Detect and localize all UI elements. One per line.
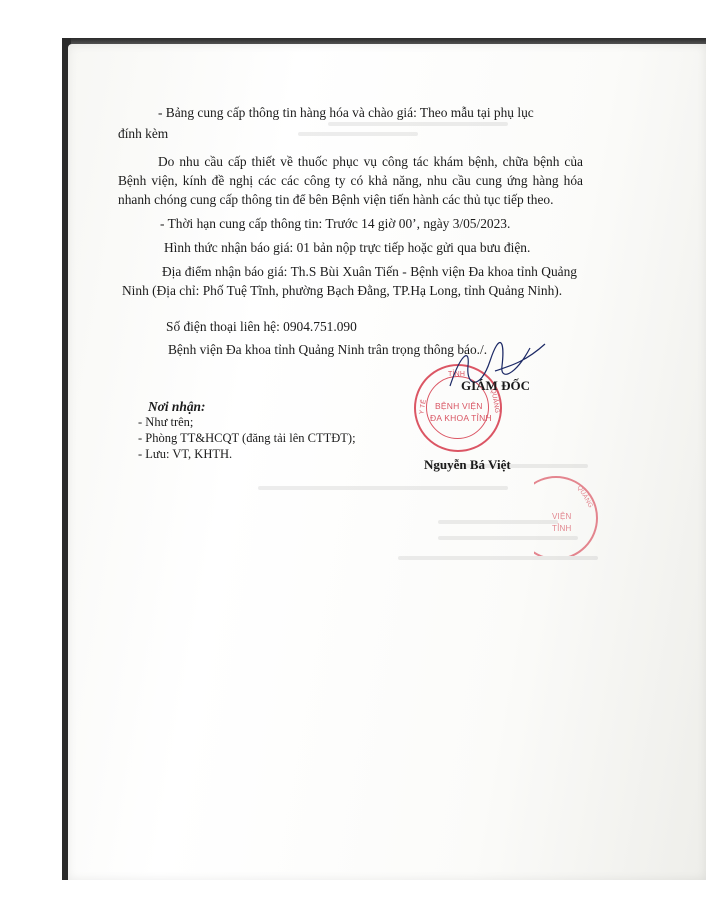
stamp-line-1: BỆNH VIỆN bbox=[435, 401, 483, 411]
bleed-stamp-clip bbox=[534, 476, 606, 556]
recipient-item: - Phòng TT&HCQT (đăng tải lên CTTĐT); bbox=[138, 431, 356, 445]
recipient-item: - Lưu: VT, KHTH. bbox=[138, 447, 233, 461]
deadline-line: - Thời hạn cung cấp thông tin: Trước 14 giờ 00’, ngày 3/05/2023. bbox=[160, 216, 511, 231]
recipients-heading: Nơi nhận: bbox=[148, 399, 206, 414]
submission-form-line: Hình thức nhận báo giá: 01 bản nộp trực tiếp hoặc gửi qua bưu điện. bbox=[164, 240, 531, 255]
show-through-mark bbox=[298, 132, 418, 136]
goods-info-line-cont: đính kèm bbox=[118, 126, 169, 141]
signatory-name: Nguyễn Bá Việt bbox=[424, 457, 511, 472]
document-page bbox=[68, 44, 706, 880]
show-through-mark bbox=[398, 556, 598, 560]
show-through-mark bbox=[258, 486, 508, 490]
recipient-item: - Như trên; bbox=[138, 415, 194, 429]
stamp-ring-text-left: Y TẾ bbox=[418, 398, 428, 415]
bleed-stamp-line-1: VIỆN bbox=[552, 512, 572, 521]
bleed-stamp-line-2: TỈNH bbox=[552, 524, 572, 533]
bleed-stamp bbox=[534, 476, 598, 556]
show-through-mark bbox=[328, 122, 508, 126]
request-paragraph: Do nhu cầu cấp thiết về thuốc phục vụ công tác khám bệnh, chữa bệnh của Bệnh viện, kính đề nghị các các công ty có khả năng, nhu cầu cung ứng hàng hóa nhanh chóng cung cấp thông tin để bên Bệnh viện tiến hành các thủ tục tiếp theo. bbox=[118, 154, 583, 207]
location-paragraph: Địa điểm nhận báo giá: Th.S Bùi Xuân Tiến - Bệnh viện Đa khoa tỉnh Quảng Ninh (Địa chỉ: Phố Tuệ Tĩnh, phường Bạch Đằng, TP.Hạ Long, tỉnh Quảng Ninh). bbox=[122, 264, 577, 298]
goods-info-line: - Bảng cung cấp thông tin hàng hóa và chào giá: Theo mẫu tại phụ lục bbox=[158, 105, 534, 120]
stamp-ring-text-right: QUẢNG bbox=[489, 388, 501, 414]
closing-line: Bệnh viện Đa khoa tỉnh Quảng Ninh trân trọng thông báo./. bbox=[168, 342, 488, 357]
viewer-left-margin bbox=[0, 38, 62, 897]
bleed-stamp-ring-text: QUẢNG bbox=[575, 484, 595, 510]
signatory-title: GIÁM ĐỐC bbox=[461, 378, 530, 393]
stamp-ring-text-top: TỈNH bbox=[448, 371, 466, 378]
viewer-bottom-margin bbox=[0, 879, 706, 897]
viewer-top-margin bbox=[0, 0, 706, 38]
stamp-line-2: ĐA KHOA TỈNH bbox=[430, 413, 492, 423]
phone-line: Số điện thoại liên hệ: 0904.751.090 bbox=[166, 319, 357, 334]
